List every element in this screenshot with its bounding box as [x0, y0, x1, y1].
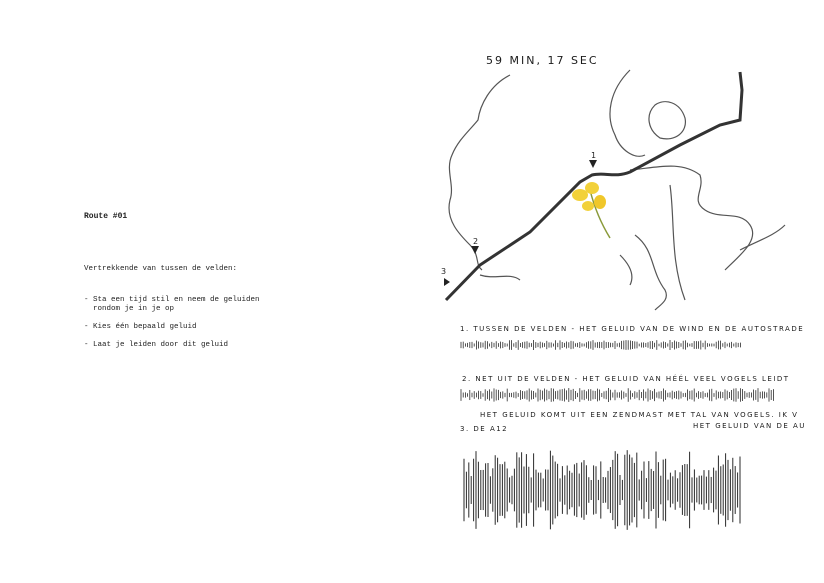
- recording-duration: 59 MIN, 17 SEC: [486, 54, 599, 67]
- route-step: - Sta een tijd stil en neem de geluiden rondom je in je op: [84, 296, 260, 313]
- route-step: - Laat je leiden door dit geluid: [84, 341, 229, 349]
- section-2-note-2: HET GELUID VAN DE AU: [693, 422, 806, 430]
- waveform-3: [464, 450, 740, 530]
- waveform-1: [461, 340, 740, 350]
- route-step: - Kies één bepaald geluid: [84, 323, 197, 331]
- section-2-label: 2. NET UIT DE VELDEN - HET GELUID VAN HÉÉL VEEL VOGELS LEIDT: [462, 375, 790, 383]
- svg-text:1: 1: [591, 151, 597, 160]
- svg-text:2: 2: [473, 237, 479, 246]
- section-1-label: 1. TUSSEN DE VELDEN - HET GELUID VAN DE WIND EN DE AUTOSTRADE: [460, 325, 805, 333]
- waveform-2: [461, 388, 773, 402]
- svg-text:3: 3: [441, 267, 447, 276]
- section-3-label: 3. DE A12: [460, 425, 509, 433]
- route-intro: Vertrekkende van tussen de velden:: [84, 265, 238, 273]
- route-title: Route #01: [84, 212, 128, 221]
- section-2-note: HET GELUID KOMT UIT EEN ZENDMAST MET TAL VAN VOGELS. IK V: [480, 411, 799, 419]
